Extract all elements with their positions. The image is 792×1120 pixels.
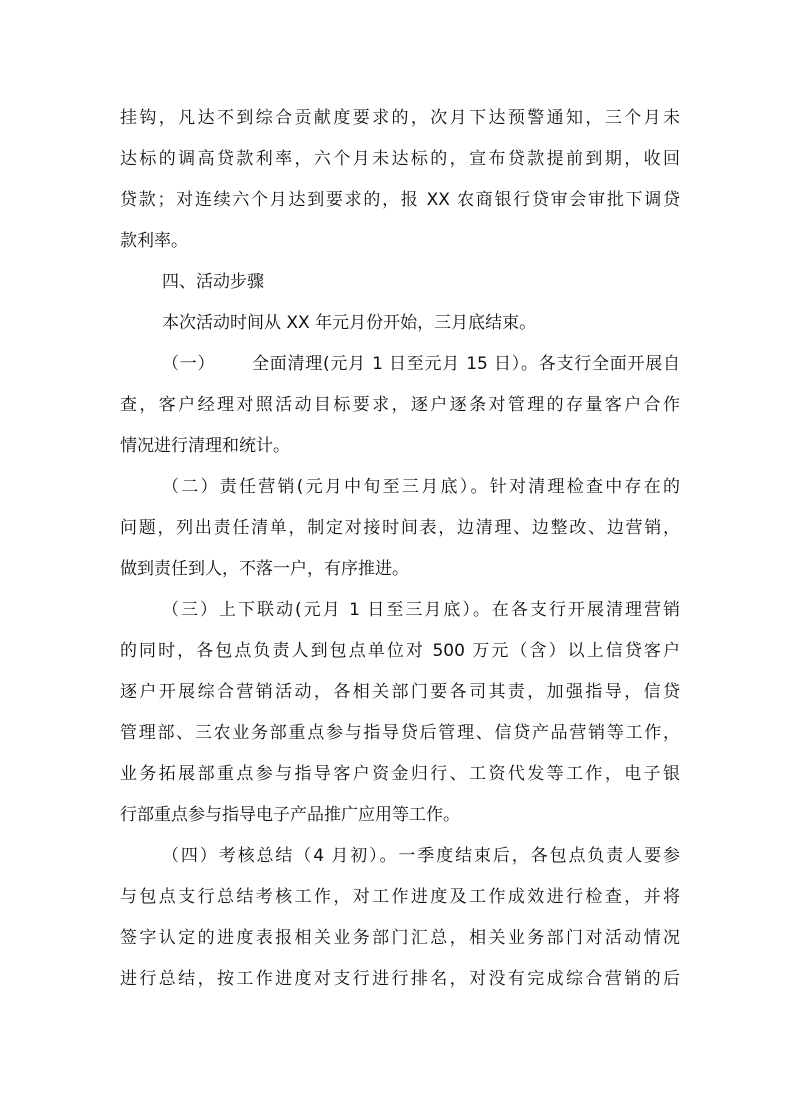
text-line: 问题，列出责任清单，制定对接时间表，边清理、边整改、边营销， [120,518,680,538]
list-marker: （一） [162,354,216,374]
text-line: 的同时，各包点负责人到包点单位对 500 万元（含）以上信贷客户 [120,641,680,661]
text-line: 进行总结，按工作进度对支行进行排名，对没有完成综合营销的后 [120,969,680,989]
text-line: 逐户开展综合营销活动，各相关部门要各司其责，加强指导，信贷 [120,682,680,702]
text-line: 本次活动时间从 XX 年元月份开始，三月底结束。 [162,313,537,333]
text-line: 业务拓展部重点参与指导客户资金归行、工资代发等工作，电子银 [120,764,680,784]
text-line: 查，客户经理对照活动目标要求，逐户逐条对管理的存量客户合作 [120,395,680,415]
text-line: 款利率。 [120,231,188,251]
text-segment: 全面清理(元月 1 日至元月 15 日）。各支行全面开展自 [251,354,681,374]
text-line: （四）考核总结（4 月初）。一季度结束后，各包点负责人要参 [162,846,680,866]
section-heading: 四、活动步骤 [162,272,264,292]
text-line: 管理部、三农业务部重点参与指导贷后管理、信贷产品营销等工作， [120,723,680,743]
text-line: 贷款；对连续六个月达到要求的，报 XX 农商银行贷审会审批下调贷 [120,190,680,210]
text-line: 行部重点参与指导电子产品推广应用等工作。 [120,805,460,825]
text-line: （三）上下联动(元月 1 日至三月底）。在各支行开展清理营销 [162,600,680,620]
text-line: 挂钩，凡达不到综合贡献度要求的，次月下达预警通知，三个月未 [120,108,680,128]
text-line: 签字认定的进度表报相关业务部门汇总，相关业务部门对活动情况 [120,928,680,948]
text-line: （二）责任营销(元月中旬至三月底）。针对清理检查中存在的 [162,477,680,497]
text-line: 情况进行清理和统计。 [120,436,290,456]
text-line [120,344,680,385]
text-line: 做到责任到人，不落一户，有序推进。 [120,559,409,579]
text-line: 达标的调高贷款利率，六个月未达标的，宣布贷款提前到期，收回 [120,149,680,169]
document-body [120,98,680,1000]
text-line: 与包点支行总结考核工作，对工作进度及工作成效进行检查，并将 [120,887,680,907]
